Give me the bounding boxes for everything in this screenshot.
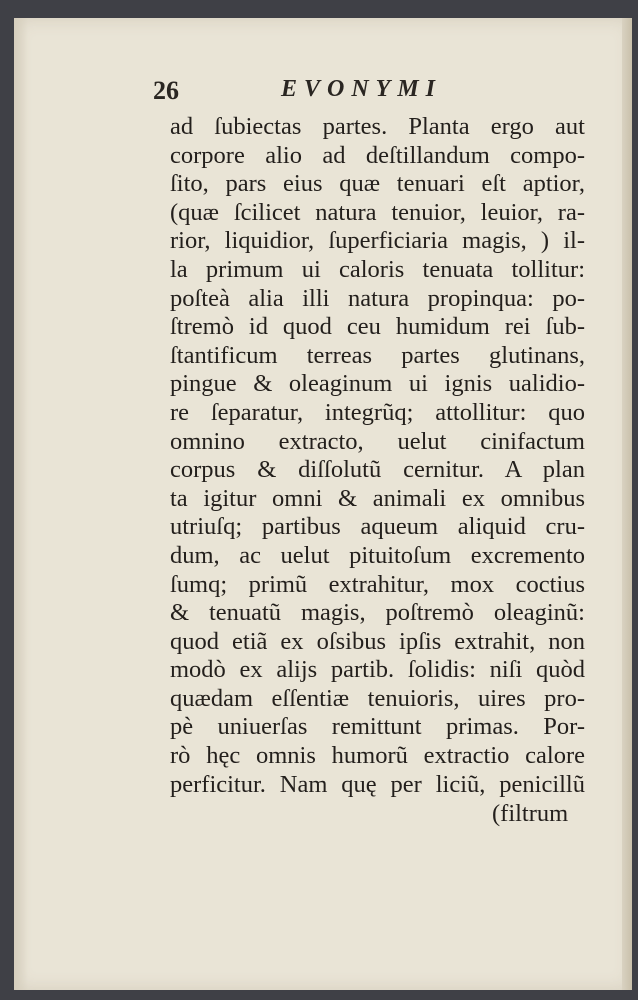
body-text xyxy=(170,113,585,799)
text-line: ſtremò id quod ceu humidum rei ſub- xyxy=(170,313,585,341)
text-line: corpore alio ad deſtillandum compo- xyxy=(170,141,585,169)
text-line: ſumq; primũ extrahitur, mox coctius xyxy=(170,570,585,598)
catchword: (filtrum xyxy=(492,800,569,827)
text-line: ſito, pars eius quæ tenuari eſt aptior, xyxy=(170,170,585,198)
page-header xyxy=(153,76,553,110)
text-line: (quæ ſcilicet natura tenuior, leuior, ra- xyxy=(170,198,585,226)
text-line: corpus & diſſolutũ cernitur. A plan xyxy=(170,456,585,484)
text-line: ta igitur omni & animali ex omnibus xyxy=(170,484,585,512)
text-line: perficitur. Nam quę per liciũ, penicillũ xyxy=(170,770,585,798)
text-line: modò ex alijs partib. ſolidis: niſi quòd xyxy=(170,656,585,684)
text-line: re ſeparatur, integrũq; attollitur: quo xyxy=(170,398,585,426)
text-line: la primum ui caloris tenuata tollitur: xyxy=(170,255,585,283)
text-line: ad ſubiectas partes. Planta ergo aut xyxy=(170,113,585,140)
text-line: ſtantificum terreas partes glutinans, xyxy=(170,341,585,369)
text-line: poſteà alia illi natura propinqua: po- xyxy=(170,284,585,312)
text-line: pingue & oleaginum ui ignis ualidio- xyxy=(170,370,585,398)
page-edge xyxy=(622,18,632,990)
text-line: dum, ac uelut pituitoſum excremento xyxy=(170,541,585,569)
text-line: rior, liquidior, ſuperficiaria magis, ) il- xyxy=(170,227,585,255)
text-line: utriuſq; partibus aqueum aliquid cru- xyxy=(170,513,585,541)
gutter-shadow xyxy=(14,18,28,990)
text-line: & tenuatũ magis, poſtremò oleaginũ: xyxy=(170,599,585,627)
text-line: omnino extracto, uelut cinifactum xyxy=(170,427,585,455)
text-line: quod etiã ex oſsibus ipſis extrahit, non xyxy=(170,627,585,655)
text-line: quædam eſſentiæ tenuioris, uires pro- xyxy=(170,684,585,712)
running-head: EVONYMI xyxy=(281,76,443,102)
text-line: pè uniuerſas remittunt primas. Por- xyxy=(170,713,585,741)
page-number: 26 xyxy=(153,76,179,105)
text-line: rò hęc omnis humorũ extractio calore xyxy=(170,742,585,770)
